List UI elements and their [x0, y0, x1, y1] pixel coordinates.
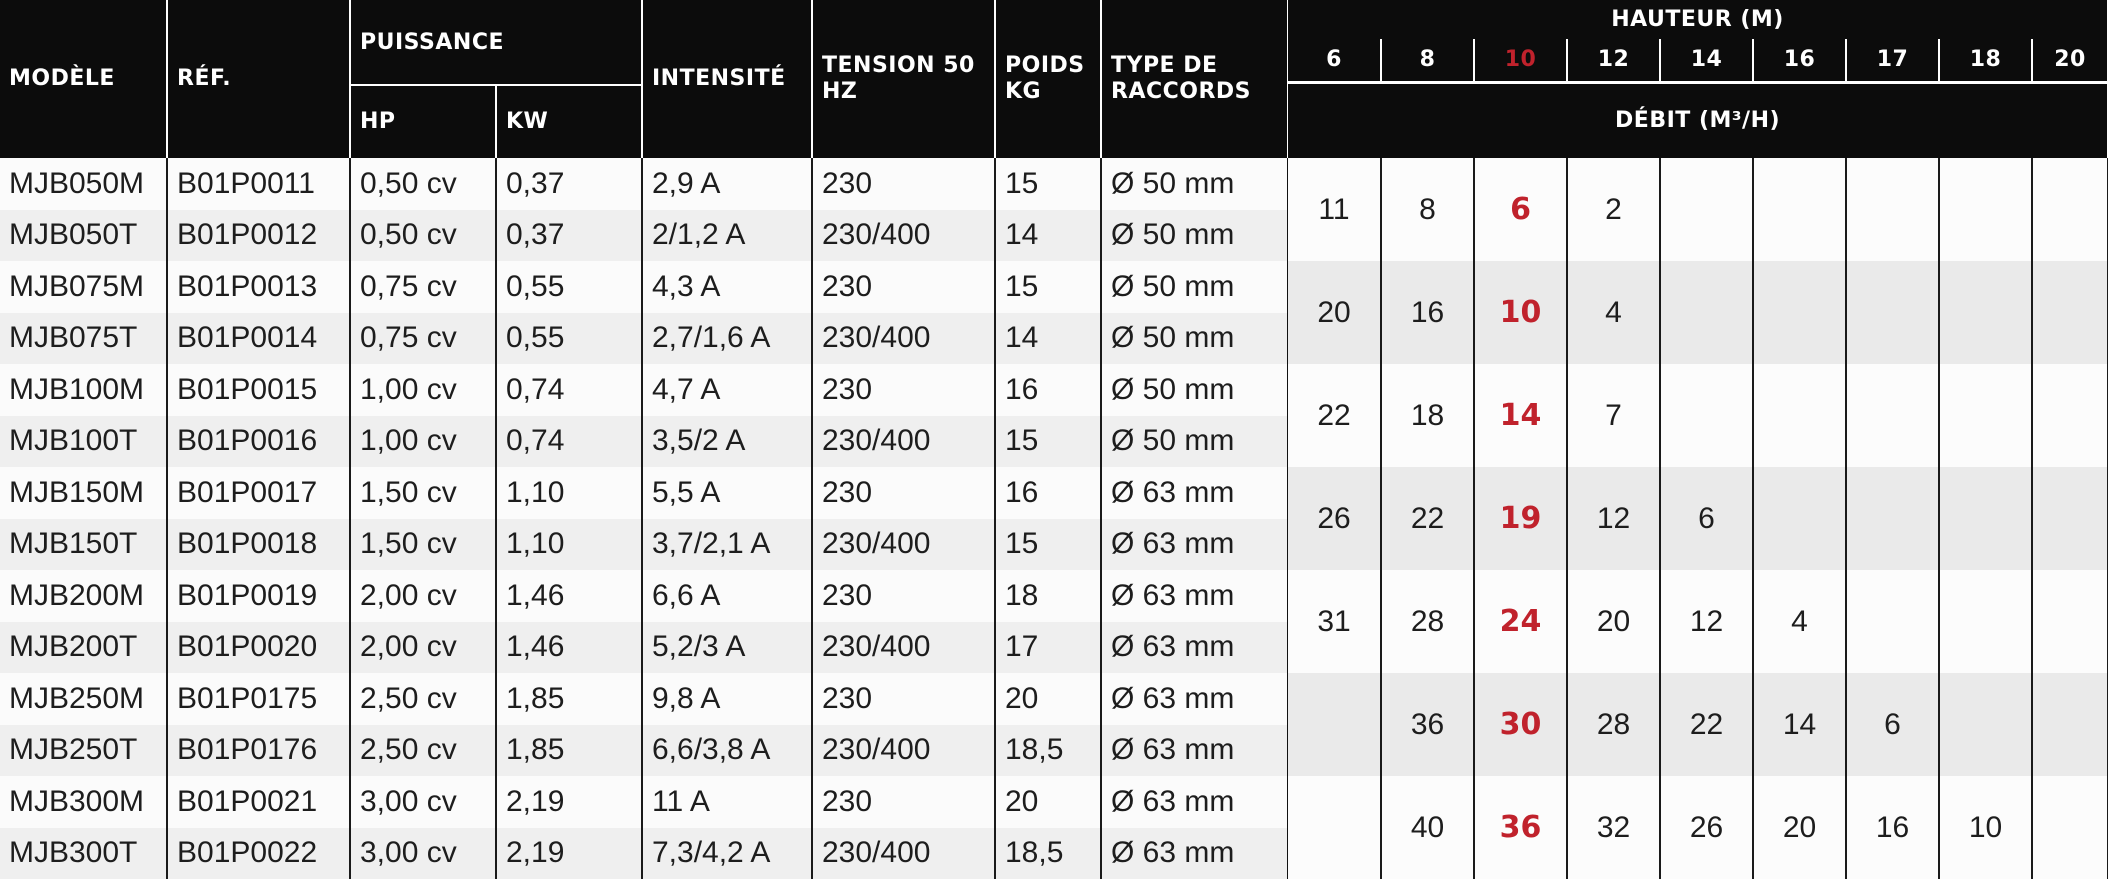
cell-poids: 15 [995, 416, 1101, 468]
debit-cell: 28 [1381, 570, 1474, 673]
cell-tension: 230/400 [812, 828, 995, 879]
hauteur-16: 16 [1753, 39, 1846, 82]
cell-kw: 0,37 [496, 210, 642, 262]
cell-modele: MJB300T [0, 828, 167, 879]
cell-raccords: Ø 50 mm [1101, 364, 1288, 416]
debit-cell [1939, 673, 2032, 776]
cell-hp: 2,00 cv [350, 622, 496, 674]
debit-cell: 6 [1846, 673, 1939, 776]
debit-table [1288, 0, 2108, 879]
cell-tension: 230/400 [812, 210, 995, 262]
debit-cell: 10 [1939, 776, 2032, 879]
hauteur-18: 18 [1939, 39, 2032, 82]
cell-intensite: 2,9 A [642, 158, 812, 210]
debit-cell [1288, 673, 1381, 776]
cell-poids: 18 [995, 570, 1101, 622]
debit-row [1288, 776, 2108, 879]
debit-cell [1846, 570, 1939, 673]
header-hp: HP [350, 85, 496, 158]
cell-hp: 1,50 cv [350, 519, 496, 571]
debit-cell: 10 [1474, 261, 1567, 364]
cell-ref: B01P0017 [167, 467, 350, 519]
cell-ref: B01P0022 [167, 828, 350, 879]
debit-cell [1939, 570, 2032, 673]
debit-cell [1753, 261, 1846, 364]
debit-cell [1939, 158, 2032, 261]
cell-modele: MJB200T [0, 622, 167, 674]
cell-poids: 18,5 [995, 725, 1101, 777]
header-kw: KW [496, 85, 642, 158]
debit-cell [1939, 364, 2032, 467]
cell-raccords: Ø 63 mm [1101, 828, 1288, 879]
model-rows [0, 158, 1288, 879]
cell-kw: 1,46 [496, 570, 642, 622]
hauteur-14: 14 [1660, 39, 1753, 82]
cell-intensite: 3,7/2,1 A [642, 519, 812, 571]
cell-poids: 16 [995, 467, 1101, 519]
cell-raccords: Ø 63 mm [1101, 467, 1288, 519]
cell-poids: 17 [995, 622, 1101, 674]
cell-modele: MJB075M [0, 261, 167, 313]
hauteur-20: 20 [2032, 39, 2108, 82]
cell-tension: 230/400 [812, 313, 995, 365]
debit-cell [1660, 364, 1753, 467]
cell-kw: 0,55 [496, 313, 642, 365]
header-tension: TENSION 50 HZ [812, 0, 995, 158]
cell-modele: MJB300M [0, 776, 167, 828]
debit-cell: 16 [1846, 776, 1939, 879]
debit-cell: 22 [1288, 364, 1381, 467]
cell-tension: 230/400 [812, 725, 995, 777]
debit-cell: 12 [1660, 570, 1753, 673]
debit-cell: 40 [1381, 776, 1474, 879]
cell-raccords: Ø 50 mm [1101, 313, 1288, 365]
cell-poids: 14 [995, 210, 1101, 262]
debit-cell: 20 [1567, 570, 1660, 673]
debit-cell: 31 [1288, 570, 1381, 673]
table-row [0, 467, 1288, 519]
cell-tension: 230 [812, 467, 995, 519]
hauteur-6: 6 [1288, 39, 1381, 82]
debit-cell: 2 [1567, 158, 1660, 261]
cell-kw: 2,19 [496, 776, 642, 828]
debit-cell: 20 [1288, 261, 1381, 364]
table-row [0, 776, 1288, 828]
table-row [0, 622, 1288, 674]
debit-cell [1939, 261, 2032, 364]
debit-cell [2032, 570, 2108, 673]
cell-poids: 20 [995, 776, 1101, 828]
cell-hp: 0,75 cv [350, 261, 496, 313]
cell-kw: 1,46 [496, 622, 642, 674]
debit-cell [1660, 158, 1753, 261]
table-row [0, 313, 1288, 365]
table-row [0, 828, 1288, 879]
cell-raccords: Ø 63 mm [1101, 673, 1288, 725]
cell-poids: 18,5 [995, 828, 1101, 879]
table-row [0, 725, 1288, 777]
cell-raccords: Ø 50 mm [1101, 261, 1288, 313]
debit-cell: 4 [1567, 261, 1660, 364]
debit-rows [1288, 158, 2108, 879]
cell-kw: 1,85 [496, 673, 642, 725]
cell-ref: B01P0018 [167, 519, 350, 571]
cell-raccords: Ø 63 mm [1101, 725, 1288, 777]
hauteur-17: 17 [1846, 39, 1939, 82]
table-row [0, 364, 1288, 416]
cell-ref: B01P0019 [167, 570, 350, 622]
debit-cell [1846, 467, 1939, 570]
debit-row [1288, 467, 2108, 570]
cell-modele: MJB250T [0, 725, 167, 777]
cell-ref: B01P0015 [167, 364, 350, 416]
debit-cell: 14 [1753, 673, 1846, 776]
debit-cell [2032, 673, 2108, 776]
debit-cell: 20 [1753, 776, 1846, 879]
cell-tension: 230 [812, 261, 995, 313]
cell-tension: 230/400 [812, 519, 995, 571]
cell-intensite: 9,8 A [642, 673, 812, 725]
cell-kw: 0,74 [496, 364, 642, 416]
debit-cell: 24 [1474, 570, 1567, 673]
table-row [0, 570, 1288, 622]
debit-cell: 6 [1660, 467, 1753, 570]
debit-cell [1846, 364, 1939, 467]
header-hauteur: HAUTEUR (M) [1288, 0, 2108, 39]
debit-cell [1846, 261, 1939, 364]
cell-hp: 2,50 cv [350, 725, 496, 777]
cell-ref: B01P0014 [167, 313, 350, 365]
debit-cell: 18 [1381, 364, 1474, 467]
debit-row [1288, 570, 2108, 673]
debit-cell: 6 [1474, 158, 1567, 261]
cell-ref: B01P0013 [167, 261, 350, 313]
header-intensite: INTENSITÉ [642, 0, 812, 158]
table-row [0, 519, 1288, 571]
cell-poids: 14 [995, 313, 1101, 365]
cell-kw: 2,19 [496, 828, 642, 879]
table-row [0, 673, 1288, 725]
cell-raccords: Ø 50 mm [1101, 210, 1288, 262]
cell-poids: 16 [995, 364, 1101, 416]
cell-tension: 230/400 [812, 622, 995, 674]
header-puissance: PUISSANCE [350, 0, 642, 85]
cell-modele: MJB150T [0, 519, 167, 571]
cell-tension: 230 [812, 158, 995, 210]
cell-modele: MJB050T [0, 210, 167, 262]
cell-kw: 1,85 [496, 725, 642, 777]
table-row [0, 158, 1288, 210]
cell-hp: 1,00 cv [350, 416, 496, 468]
cell-tension: 230 [812, 776, 995, 828]
debit-row [1288, 364, 2108, 467]
table-row [0, 416, 1288, 468]
table-row [0, 261, 1288, 313]
cell-tension: 230/400 [812, 416, 995, 468]
debit-cell [1939, 467, 2032, 570]
cell-poids: 15 [995, 519, 1101, 571]
debit-cell: 22 [1660, 673, 1753, 776]
debit-cell: 28 [1567, 673, 1660, 776]
cell-raccords: Ø 50 mm [1101, 416, 1288, 468]
cell-kw: 0,55 [496, 261, 642, 313]
cell-intensite: 2,7/1,6 A [642, 313, 812, 365]
cell-ref: B01P0011 [167, 158, 350, 210]
header-ref: RÉF. [167, 0, 350, 158]
debit-row [1288, 158, 2108, 261]
cell-intensite: 7,3/4,2 A [642, 828, 812, 879]
header-raccords: TYPE DE RACCORDS [1101, 0, 1288, 158]
cell-intensite: 6,6 A [642, 570, 812, 622]
debit-cell: 19 [1474, 467, 1567, 570]
cell-modele: MJB100T [0, 416, 167, 468]
debit-cell [2032, 776, 2108, 879]
debit-cell: 26 [1660, 776, 1753, 879]
cell-intensite: 6,6/3,8 A [642, 725, 812, 777]
cell-hp: 2,00 cv [350, 570, 496, 622]
cell-kw: 0,74 [496, 416, 642, 468]
cell-hp: 0,50 cv [350, 158, 496, 210]
header-poids: POIDS KG [995, 0, 1101, 158]
debit-cell: 8 [1381, 158, 1474, 261]
cell-hp: 0,75 cv [350, 313, 496, 365]
cell-ref: B01P0016 [167, 416, 350, 468]
debit-row [1288, 261, 2108, 364]
debit-cell [2032, 364, 2108, 467]
debit-cell: 32 [1567, 776, 1660, 879]
cell-hp: 1,50 cv [350, 467, 496, 519]
debit-cell: 11 [1288, 158, 1381, 261]
debit-cell: 36 [1381, 673, 1474, 776]
debit-cell: 22 [1381, 467, 1474, 570]
hauteur-8: 8 [1381, 39, 1474, 82]
cell-poids: 20 [995, 673, 1101, 725]
header-debit: DÉBIT (M³/H) [1288, 82, 2108, 158]
cell-intensite: 11 A [642, 776, 812, 828]
cell-tension: 230 [812, 570, 995, 622]
debit-cell: 14 [1474, 364, 1567, 467]
cell-ref: B01P0175 [167, 673, 350, 725]
cell-modele: MJB075T [0, 313, 167, 365]
debit-cell: 16 [1381, 261, 1474, 364]
cell-tension: 230 [812, 673, 995, 725]
debit-cell: 30 [1474, 673, 1567, 776]
cell-modele: MJB100M [0, 364, 167, 416]
debit-cell [2032, 158, 2108, 261]
cell-raccords: Ø 63 mm [1101, 570, 1288, 622]
cell-ref: B01P0176 [167, 725, 350, 777]
table-row [0, 210, 1288, 262]
cell-hp: 2,50 cv [350, 673, 496, 725]
debit-cell [1753, 158, 1846, 261]
cell-intensite: 4,3 A [642, 261, 812, 313]
hauteur-10: 10 [1474, 39, 1567, 82]
debit-cell: 12 [1567, 467, 1660, 570]
cell-poids: 15 [995, 261, 1101, 313]
cell-raccords: Ø 63 mm [1101, 622, 1288, 674]
cell-modele: MJB050M [0, 158, 167, 210]
debit-cell [1846, 158, 1939, 261]
header-modele: MODÈLE [0, 0, 167, 158]
cell-raccords: Ø 63 mm [1101, 776, 1288, 828]
cell-modele: MJB250M [0, 673, 167, 725]
cell-tension: 230 [812, 364, 995, 416]
cell-ref: B01P0012 [167, 210, 350, 262]
cell-ref: B01P0020 [167, 622, 350, 674]
cell-modele: MJB150M [0, 467, 167, 519]
debit-cell: 7 [1567, 364, 1660, 467]
cell-hp: 3,00 cv [350, 828, 496, 879]
debit-cell: 36 [1474, 776, 1567, 879]
debit-cell [2032, 467, 2108, 570]
debit-cell [2032, 261, 2108, 364]
cell-kw: 0,37 [496, 158, 642, 210]
cell-intensite: 2/1,2 A [642, 210, 812, 262]
cell-intensite: 3,5/2 A [642, 416, 812, 468]
debit-cell [1753, 364, 1846, 467]
cell-poids: 15 [995, 158, 1101, 210]
hauteur-12: 12 [1567, 39, 1660, 82]
debit-cell [1660, 261, 1753, 364]
debit-cell [1753, 467, 1846, 570]
cell-hp: 1,00 cv [350, 364, 496, 416]
cell-raccords: Ø 50 mm [1101, 158, 1288, 210]
cell-hp: 3,00 cv [350, 776, 496, 828]
debit-cell [1288, 776, 1381, 879]
debit-cell: 4 [1753, 570, 1846, 673]
cell-intensite: 5,2/3 A [642, 622, 812, 674]
cell-modele: MJB200M [0, 570, 167, 622]
debit-cell: 26 [1288, 467, 1381, 570]
cell-kw: 1,10 [496, 519, 642, 571]
cell-ref: B01P0021 [167, 776, 350, 828]
cell-intensite: 4,7 A [642, 364, 812, 416]
cell-hp: 0,50 cv [350, 210, 496, 262]
cell-kw: 1,10 [496, 467, 642, 519]
cell-raccords: Ø 63 mm [1101, 519, 1288, 571]
debit-row [1288, 673, 2108, 776]
cell-intensite: 5,5 A [642, 467, 812, 519]
